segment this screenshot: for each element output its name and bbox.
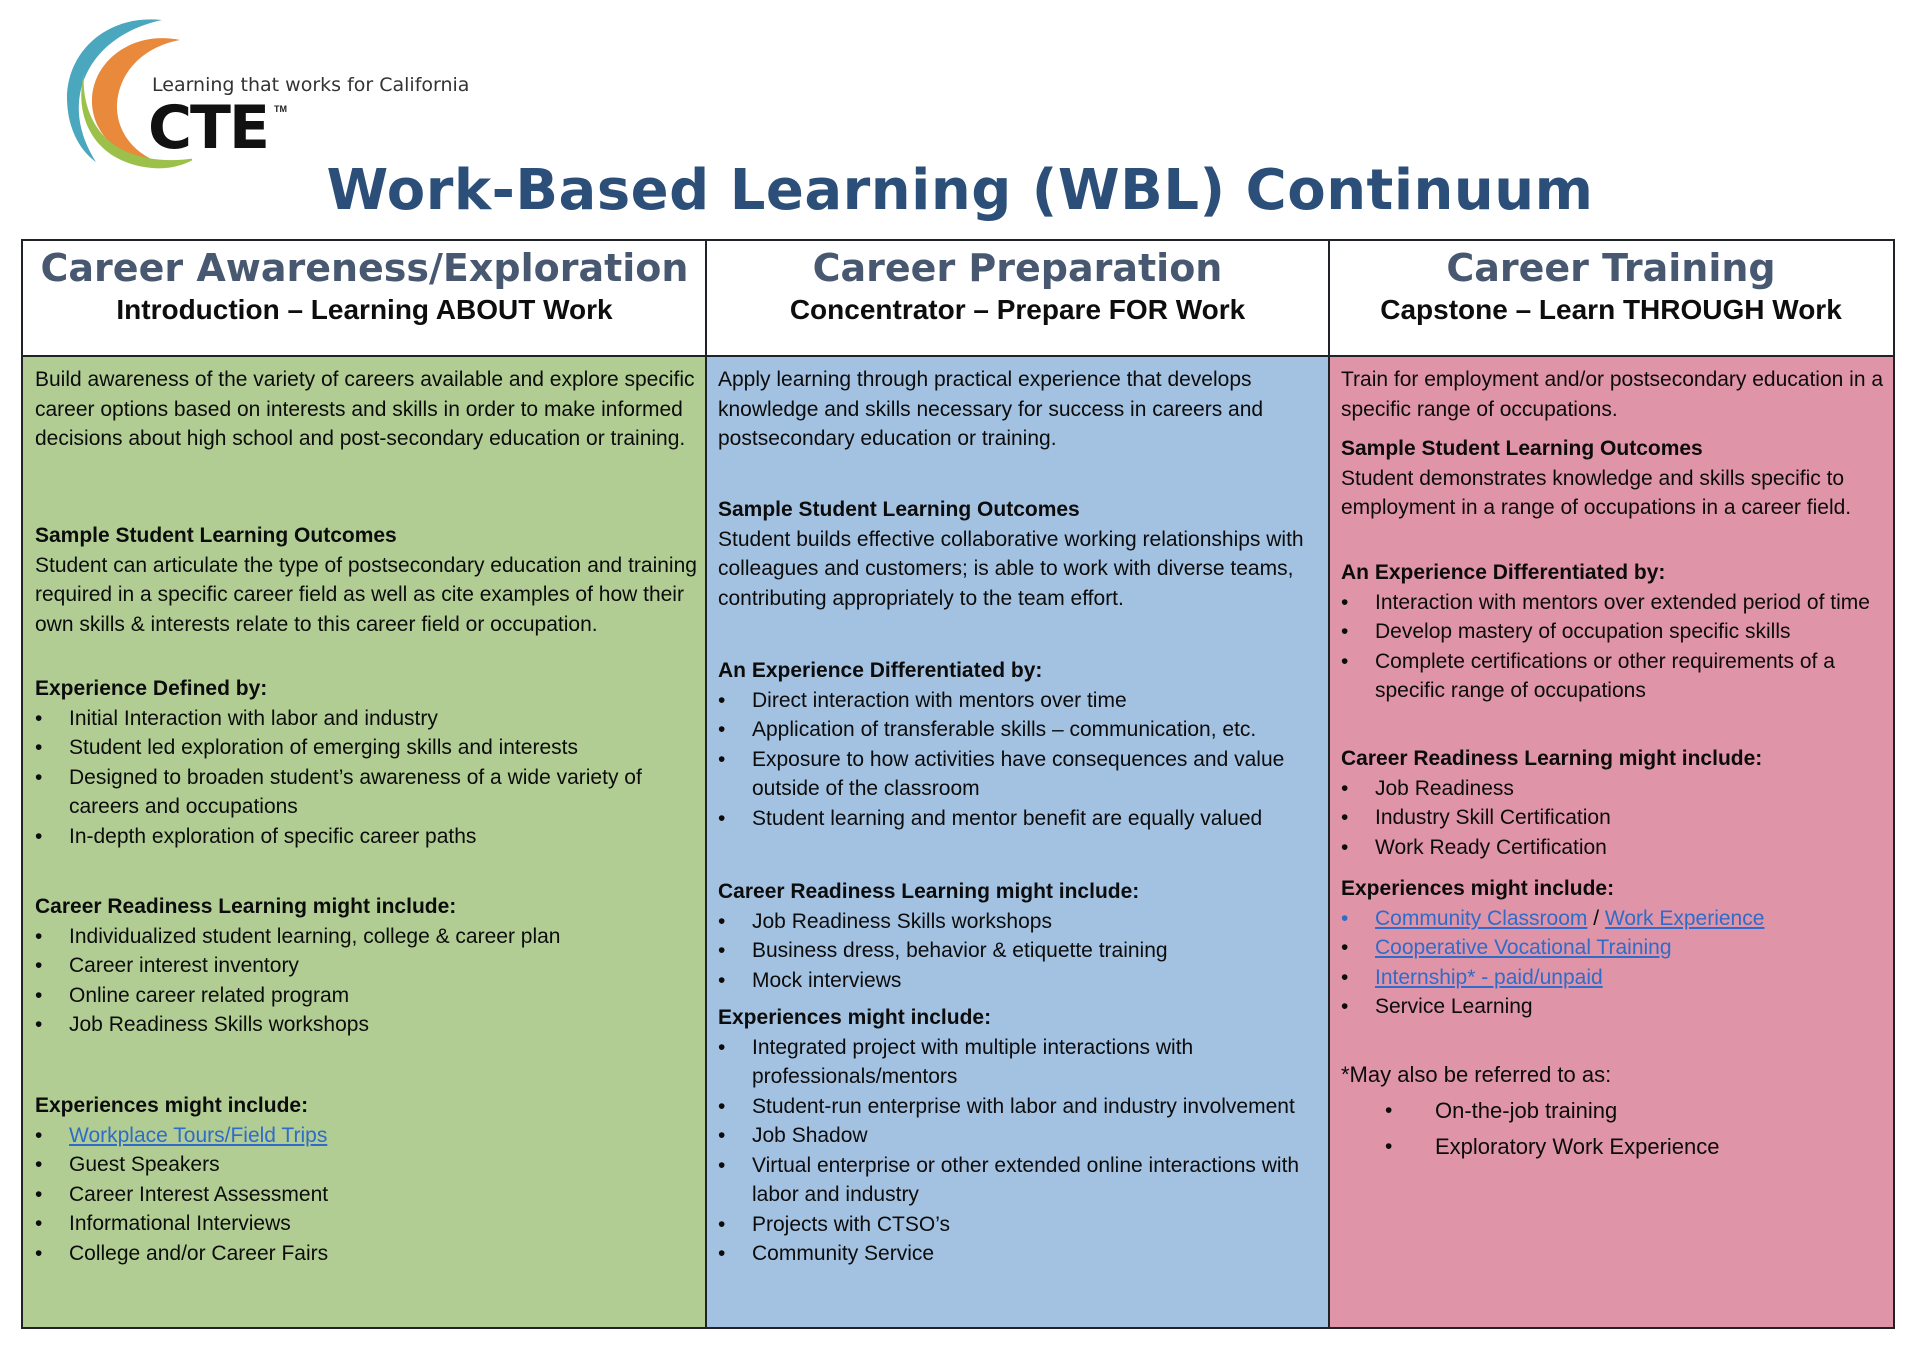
list-item: • Career Interest Assessment <box>35 1180 697 1210</box>
list-item: • Work Ready Certification <box>1341 833 1887 863</box>
list-item: • Mock interviews <box>718 966 1322 996</box>
list-item: • Job Readiness Skills workshops <box>35 1010 697 1040</box>
logo-wordmark: CTE <box>148 93 268 163</box>
experiences-list <box>35 1121 697 1269</box>
list-item: • Job Readiness Skills workshops <box>718 907 1322 937</box>
column-divider <box>1328 241 1330 1327</box>
cooperative-vocational-training-link[interactable]: Cooperative Vocational Training <box>1375 936 1672 959</box>
column-heading: Career Awareness/Exploration <box>40 246 689 290</box>
outcomes-text: Student builds effective collaborative working relationships with colleagues and customers; is able to work with diverse teams, contributing appropriately to the team effort. <box>718 527 1304 610</box>
section-heading: Career Readiness Learning might include: <box>1341 747 1763 770</box>
list-item: • Business dress, behavior & etiquette training <box>718 936 1322 966</box>
list-item: • Application of transferable skills – communication, etc. <box>718 715 1322 745</box>
list-item: • Industry Skill Certification <box>1341 803 1887 833</box>
list-item: • Service Learning <box>1341 992 1887 1022</box>
list-item: • Exposure to how activities have consequences and value outside of the classroom <box>718 745 1322 804</box>
list-item: • Complete certifications or other requirements of a specific range of occupations <box>1341 647 1887 706</box>
list-item <box>35 1121 697 1151</box>
list-item: • Student-run enterprise with labor and industry involvement <box>718 1092 1322 1122</box>
intro-text: Apply learning through practical experience that develops knowledge and skills necessary for success in careers and postsecondary education or training. <box>718 368 1264 450</box>
list-item: • Guest Speakers <box>35 1150 697 1180</box>
list-item: • Individualized student learning, college & career plan <box>35 922 697 952</box>
community-classroom-link[interactable]: Community Classroom <box>1375 906 1588 930</box>
section-heading: Sample Student Learning Outcomes <box>1341 437 1703 460</box>
column-divider <box>705 241 707 1327</box>
list-item <box>1341 933 1887 963</box>
column-subheading: Capstone – Learn THROUGH Work <box>1380 294 1842 325</box>
header-career-preparation <box>706 241 1329 357</box>
list-item: • Student led exploration of emerging skills and interests <box>35 733 697 763</box>
footnote-list <box>1385 1093 1887 1165</box>
list-item: • Job Shadow <box>718 1121 1322 1151</box>
outcomes-section <box>35 521 697 639</box>
column-heading: Career Training <box>1446 246 1776 290</box>
logo-tagline: Learning that works for California <box>152 74 470 96</box>
list-item: • Integrated project with multiple interactions with professionals/mentors <box>718 1033 1322 1092</box>
section-heading: Career Readiness Learning might include: <box>35 895 457 918</box>
experiences-section <box>718 1003 1322 1269</box>
outcomes-section <box>1341 434 1887 523</box>
experiences-list <box>1341 904 1887 1022</box>
readiness-list <box>1341 774 1887 863</box>
wbl-continuum-table <box>21 239 1895 1329</box>
experience-section <box>35 674 697 851</box>
list-item: • Develop mastery of occupation specific skills <box>1341 617 1887 647</box>
section-heading: Experience Defined by: <box>35 677 268 700</box>
experiences-section <box>1341 874 1887 1022</box>
section-heading: Experiences might include: <box>718 1006 992 1029</box>
section-heading: Sample Student Learning Outcomes <box>718 498 1080 521</box>
list-item: • Interaction with mentors over extended period of time <box>1341 588 1887 618</box>
section-heading: An Experience Differentiated by: <box>1341 561 1666 584</box>
experience-section <box>718 656 1322 833</box>
list-item: • Informational Interviews <box>35 1209 697 1239</box>
experiences-list <box>718 1033 1322 1269</box>
header-career-awareness <box>23 241 706 357</box>
readiness-list <box>718 907 1322 996</box>
column-career-training <box>1329 357 1893 1327</box>
section-heading: Sample Student Learning Outcomes <box>35 524 397 547</box>
list-item <box>1341 904 1887 934</box>
work-experience-link[interactable]: Work Experience <box>1604 906 1765 930</box>
list-item: • Projects with CTSO’s <box>718 1210 1322 1240</box>
readiness-list <box>35 922 697 1040</box>
section-heading: Career Readiness Learning might include: <box>718 880 1140 903</box>
list-item: • Job Readiness <box>1341 774 1887 804</box>
outcomes-text: Student demonstrates knowledge and skills specific to employment in a range of occupations in a career field. <box>1341 466 1852 519</box>
column-subheading: Concentrator – Prepare FOR Work <box>789 294 1246 325</box>
list-item: • Exploratory Work Experience <box>1385 1129 1887 1165</box>
list-item: • In-depth exploration of specific career paths <box>35 822 697 852</box>
outcomes-text: Student can articulate the type of postsecondary education and training required in a specific career field as well as cite examples of how their own skills & interests relate to this career field or occupation. <box>35 553 697 636</box>
column-subheading: Introduction – Learning ABOUT Work <box>116 294 613 325</box>
intro-text: Train for employment and/or postsecondary education in a specific range of occupations. <box>1341 368 1884 421</box>
list-item: • Career interest inventory <box>35 951 697 981</box>
section-heading: Experiences might include: <box>35 1094 309 1117</box>
column-career-preparation <box>706 357 1329 1327</box>
experience-list <box>35 704 697 852</box>
column-career-awareness <box>23 357 706 1327</box>
footnote-heading: *May also be referred to as: <box>1341 1062 1612 1087</box>
list-item: • College and/or Career Fairs <box>35 1239 697 1269</box>
section-heading: Experiences might include: <box>1341 877 1615 900</box>
readiness-section <box>1341 744 1887 862</box>
footnote-section <box>1341 1057 1887 1165</box>
list-item: • On-the-job training <box>1385 1093 1887 1129</box>
list-item: • Designed to broaden student’s awareness of a wide variety of careers and occupations <box>35 763 697 822</box>
list-item: • Virtual enterprise or other extended online interactions with labor and industry <box>718 1151 1322 1210</box>
link-separator: / <box>1587 906 1605 930</box>
logo-trademark: TM <box>274 104 287 114</box>
workplace-tours-link[interactable]: Workplace Tours/Field Trips <box>69 1123 328 1147</box>
header-career-training <box>1329 241 1893 357</box>
intro-text: Build awareness of the variety of careers available and explore specific career options based on interests and skills in order to make informed decisions about high school and post-secondary education or training. <box>35 368 695 450</box>
experience-list <box>1341 588 1887 706</box>
readiness-section <box>718 877 1322 995</box>
list-item <box>1341 963 1887 993</box>
column-heading: Career Preparation <box>812 246 1223 290</box>
page-title: Work-Based Learning (WBL) Continuum <box>326 158 1594 223</box>
experience-list <box>718 686 1322 834</box>
list-item: • Community Service <box>718 1239 1322 1269</box>
list-item: • Direct interaction with mentors over time <box>718 686 1322 716</box>
list-item: • Initial Interaction with labor and industry <box>35 704 697 734</box>
section-heading: An Experience Differentiated by: <box>718 659 1043 682</box>
outcomes-section <box>718 495 1322 613</box>
list-item: • Student learning and mentor benefit are equally valued <box>718 804 1322 834</box>
experience-section <box>1341 558 1887 706</box>
list-item: • Online career related program <box>35 981 697 1011</box>
readiness-section <box>35 892 697 1040</box>
cte-logo <box>62 12 522 172</box>
experiences-section <box>35 1091 697 1268</box>
internship-link[interactable]: Internship* - paid/unpaid <box>1375 965 1603 989</box>
